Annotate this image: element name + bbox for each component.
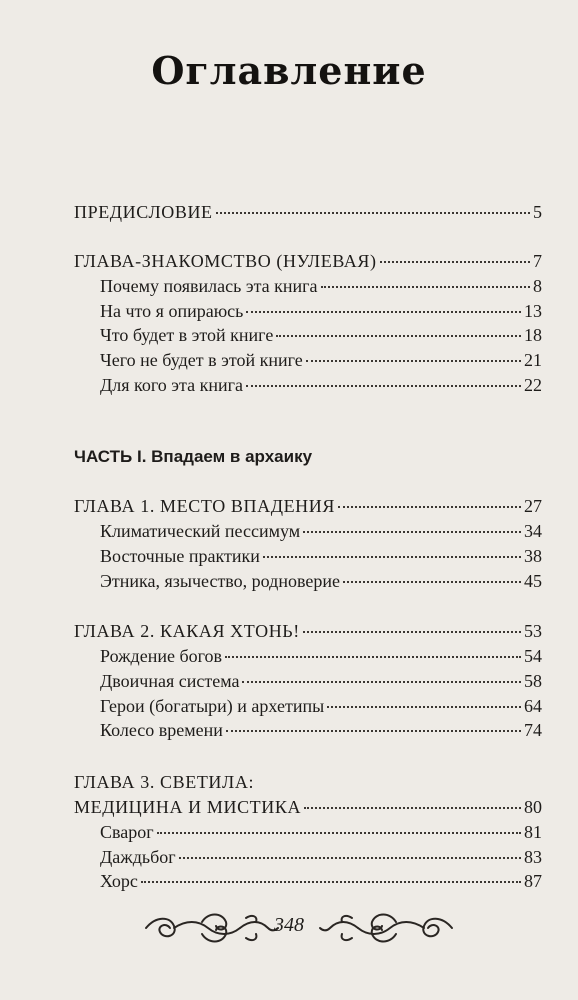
leader-dots <box>343 580 521 583</box>
leader-dots <box>263 555 521 558</box>
toc-entry-label: ГЛАВА 1. МЕСТО ВПАДЕНИЯ <box>74 496 335 516</box>
toc-entry-chapter-3[interactable] <box>74 796 542 818</box>
leader-dots <box>246 384 521 387</box>
toc-entry-page: 83 <box>524 847 542 867</box>
toc-entry-section[interactable] <box>100 719 542 741</box>
toc-entry-page: 87 <box>524 871 542 891</box>
toc-entry-label: Этника, язычество, родноверие <box>100 571 340 591</box>
toc-entry-section[interactable] <box>100 275 542 297</box>
toc-entry-label: Сварог <box>100 822 154 842</box>
leader-dots <box>216 211 530 214</box>
toc-entry-preface[interactable] <box>74 201 542 223</box>
toc-entry-label: Почему появилась эта книга <box>100 276 318 296</box>
toc-entry-page: 53 <box>524 621 542 641</box>
toc-entry-label: ГЛАВА-ЗНАКОМСТВО (НУЛЕВАЯ) <box>74 251 377 271</box>
toc-entry-section[interactable] <box>100 670 542 692</box>
toc-entry-label: Хорс <box>100 871 138 891</box>
leader-dots <box>246 310 521 313</box>
page-title: Оглавление <box>151 48 427 93</box>
toc-entry-page: 45 <box>524 571 542 591</box>
toc-entry-label: Двоичная система <box>100 671 240 691</box>
leader-dots <box>303 530 521 533</box>
toc-entry-page: 38 <box>524 546 542 566</box>
toc-entry-chapter-0[interactable] <box>74 250 542 272</box>
toc-entry-section[interactable] <box>100 570 542 592</box>
toc-entry-page: 7 <box>533 251 542 271</box>
toc-entry-page: 81 <box>524 822 542 842</box>
toc-entry-label: ГЛАВА 2. КАКАЯ ХТОНЬ! <box>74 621 300 641</box>
leader-dots <box>226 729 521 732</box>
toc-entry-page: 64 <box>524 696 542 716</box>
toc-entry-page: 22 <box>524 375 542 395</box>
toc-entry-label: Колесо времени <box>100 720 223 740</box>
toc-entry-label: Для кого эта книга <box>100 375 243 395</box>
leader-dots <box>225 655 521 658</box>
leader-dots <box>179 856 521 859</box>
toc-entry-section[interactable] <box>100 349 542 371</box>
toc-entry-label: На что я опираюсь <box>100 301 244 321</box>
leader-dots <box>157 831 521 834</box>
leader-dots <box>321 285 530 288</box>
toc-entry-label: Климатический пессимум <box>100 521 301 541</box>
toc-entry-section[interactable] <box>100 846 542 868</box>
toc-entry-section[interactable] <box>100 545 542 567</box>
toc-entry-page: 34 <box>524 521 542 541</box>
toc-entry-page: 18 <box>524 325 542 345</box>
toc-entry-label: Восточные практики <box>100 546 260 566</box>
toc-entry-page: 5 <box>533 202 542 222</box>
toc-entry-chapter-2[interactable] <box>74 620 542 642</box>
page-number: 348 <box>274 914 304 936</box>
toc-entry-section[interactable] <box>100 374 542 396</box>
toc-entry-page: 80 <box>524 797 542 817</box>
toc-entry-chapter-1[interactable] <box>74 495 542 517</box>
toc-entry-label: Чего не будет в этой книге <box>100 350 303 370</box>
toc-entry-label: МЕДИЦИНА И МИСТИКА <box>74 797 302 817</box>
toc-entry-page: 13 <box>524 301 542 321</box>
toc-entry-section[interactable] <box>100 645 542 667</box>
toc-entry-page: 74 <box>524 720 542 740</box>
toc-entry-section[interactable] <box>100 324 542 346</box>
leader-dots <box>304 806 521 809</box>
leader-dots <box>306 359 521 362</box>
leader-dots <box>276 334 521 337</box>
toc-entry-section[interactable] <box>100 870 542 892</box>
toc-entry-label: Рождение богов <box>100 646 223 666</box>
leader-dots <box>327 705 521 708</box>
toc-entry-page: 58 <box>524 671 542 691</box>
toc-entry-label: Герои (богатыри) и архетипы <box>100 696 325 716</box>
leader-dots <box>141 880 521 883</box>
toc-entry-section[interactable] <box>100 695 542 717</box>
toc-entry-section[interactable] <box>100 520 542 542</box>
part-heading: ЧАСТЬ I. Впадаем в архаику <box>74 447 313 466</box>
leader-dots <box>303 630 521 633</box>
toc-entry-section[interactable] <box>100 821 542 843</box>
toc-entry-label: Даждьбог <box>100 847 176 867</box>
toc-entry-page: 27 <box>524 496 542 516</box>
toc-entry-section[interactable] <box>100 300 542 322</box>
toc-entry-page: 21 <box>524 350 542 370</box>
leader-dots <box>338 505 521 508</box>
leader-dots <box>242 680 521 683</box>
toc-chapter-3-heading: ГЛАВА 3. СВЕТИЛА: <box>74 772 255 792</box>
toc-entry-label: ПРЕДИСЛОВИЕ <box>74 202 213 222</box>
toc-entry-page: 54 <box>524 646 542 666</box>
leader-dots <box>380 260 530 263</box>
toc-entry-page: 8 <box>533 276 542 296</box>
toc-entry-label: Что будет в этой книге <box>100 325 274 345</box>
